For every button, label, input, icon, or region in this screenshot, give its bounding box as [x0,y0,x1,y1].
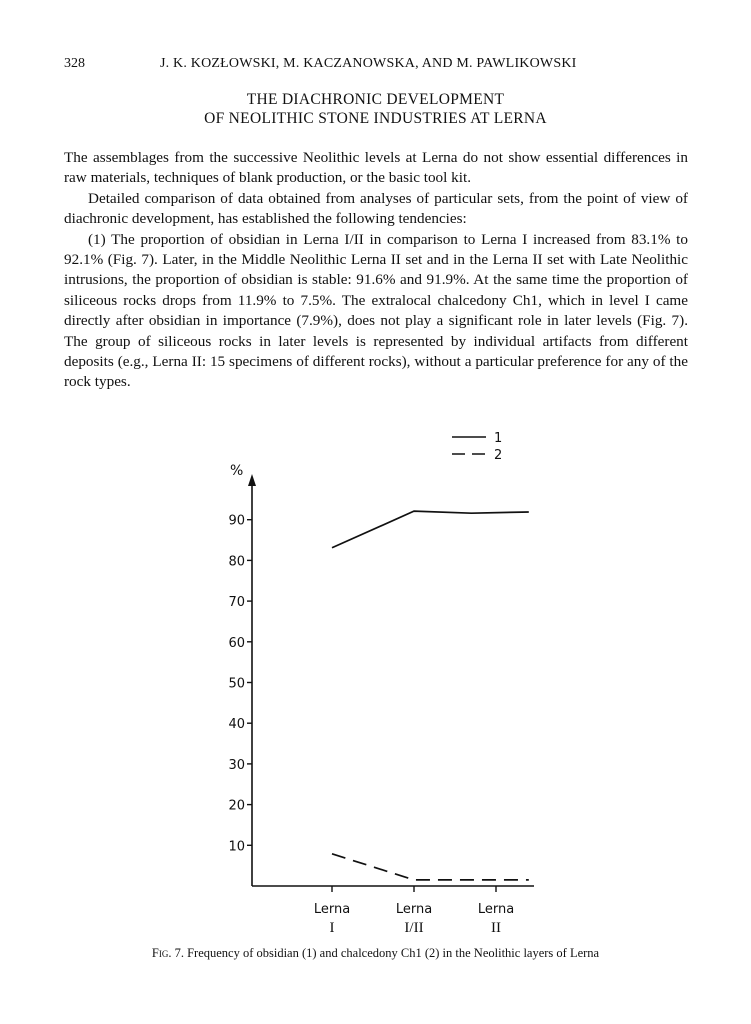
y-axis-arrow [248,474,256,486]
figure-caption-lead: Fig. 7. [151,946,184,960]
y-tick-label: 30 [228,757,245,773]
page-header [0,56,751,76]
y-tick-label: 90 [228,513,245,529]
x-tick-label: Lerna [395,902,433,917]
running-head: J. K. KOZŁOWSKI, M. KACZANOWSKA, AND M. PAWLIKOWSKI [160,56,577,71]
section-title-line-2: OF NEOLITHIC STONE INDUSTRIES AT LERNA [204,110,547,127]
x-tick-sublabel: I [329,920,335,936]
section-title-line-1: THE DIACHRONIC DEVELOPMENT [246,91,505,108]
figure-caption [0,946,751,961]
y-tick-label: 70 [228,595,245,611]
section-title [0,90,751,128]
legend-label-2: 2 [494,448,503,463]
body-text [64,148,688,393]
y-tick-label: 40 [228,717,245,733]
figure-caption-text: Frequency of obsidian (1) and chalcedony Ch1 (2) in the Neolithic layers of Lerna [187,946,600,960]
legend-label-1: 1 [494,431,503,446]
y-tick-label: 10 [228,839,245,855]
y-tick-label: 80 [228,554,245,570]
page-number: 328 [64,56,85,71]
paragraph-3: (1) The proportion of obsidian in Lerna I/II in comparison to Lerna I increased from 83.1% to 92.1% (Fig. 7). Later, in the Middle Neolithic Lerna II set and in the Lerna II set with Late Neolithic intrusions, the proportion of obsidian is stable: 91.6% and 91.9%. At the same time the proportion of siliceous rocks drops from 11.9% to 7.5%. The extralocal chalcedony Ch1, which in level I came directly after obsidian in importance (7.9%), does not play a significant role in later levels (Fig. 7). The group of siliceous rocks in later levels is represented by individual artifacts from different deposits (e.g., Lerna II: 15 specimens of different rocks), without a particular preference for any of the rock types. [64,230,688,391]
x-tick-sublabel: I/II [404,920,424,936]
y-tick-label: 20 [228,798,245,814]
paragraph-2: Detailed comparison of data obtained from analyses of particular sets, from the point of view of diachronic development, has established the following tendencies: [64,189,688,228]
x-tick-sublabel: II [491,920,501,936]
series-line-2 [332,854,529,880]
paragraph-1: The assemblages from the successive Neolithic levels at Lerna do not show essential differences in raw materials, techniques of blank production, or the basic tool kit. [64,149,688,187]
series-line-1 [332,511,529,548]
x-tick-label: Lerna [313,902,351,917]
figure-7-chart [0,420,751,940]
x-tick-label: Lerna [477,902,515,917]
y-tick-label: 50 [228,676,245,692]
y-tick-label: 60 [228,635,245,651]
y-axis-label: % [230,463,244,479]
